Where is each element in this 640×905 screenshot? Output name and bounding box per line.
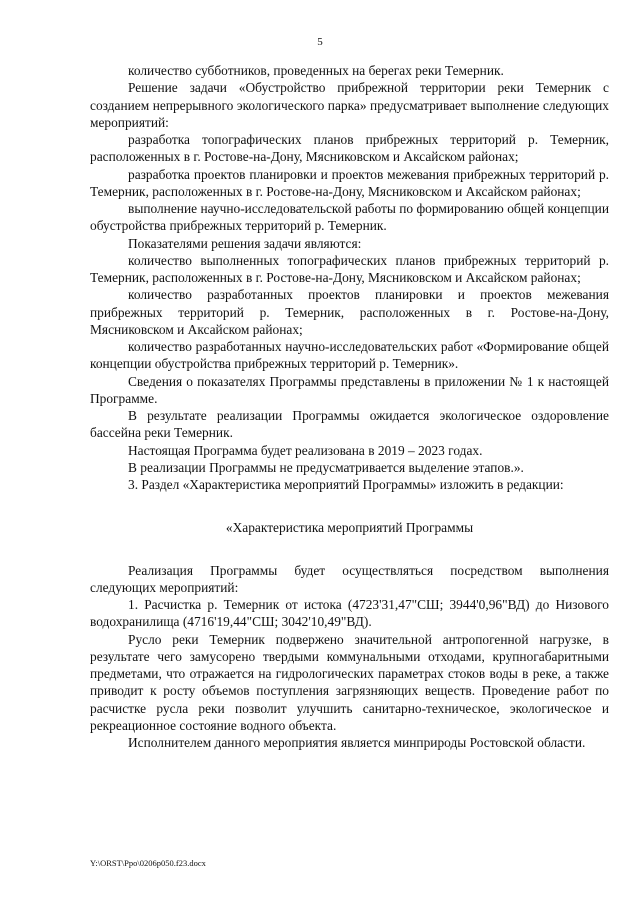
- paragraph: В результате реализации Программы ожидается экологическое оздоровление бассейна реки Темерник.: [90, 408, 609, 441]
- paragraph: Решение задачи «Обустройство прибрежной территории реки Темерник с созданием непрерывного экологического парка» предусматривает выполнение следующих мероприятий:: [90, 80, 609, 130]
- paragraph: Исполнителем данного мероприятия является минприроды Ростовской области.: [128, 735, 586, 750]
- document-body: [90, 62, 609, 751]
- paragraph: Русло реки Темерник подвержено значительной антропогенной нагрузке, в результате чего замусорено твердыми коммунальными отходами, крупногабаритными предметами, что отражается на гидрологических параметрах стоков воды в реке, а также приводит к росту объемов поступления загрязняющих веществ. Проведение работ по расчистке русла реки позволит улучшить санитарно-техническое, экологическое и рекреационное состояние водного объекта.: [90, 631, 609, 733]
- footer-file-path: Y:\ORST\Ppo\0206p050.f23.docx: [90, 858, 206, 868]
- paragraph: Настоящая Программа будет реализована в 2019 – 2023 годах.: [128, 442, 483, 458]
- paragraph: количество субботников, проведенных на берегах реки Темерник.: [128, 63, 504, 78]
- paragraph: 3. Раздел «Характеристика мероприятий Программы» изложить в редакции:: [128, 477, 564, 492]
- paragraph: количество разработанных проектов планировки и проектов межевания прибрежных территорий р. Темерник, расположенных в г. Ростове-на-Дону, Мясниковском и Аксайском районах;: [90, 287, 609, 337]
- paragraph: количество выполненных топографических планов прибрежных территорий р. Темерник, расположенных в г. Ростове-на-Дону, Мясниковском и Аксайском районах;: [90, 252, 609, 285]
- paragraph: Показателями решения задачи являются:: [128, 235, 362, 251]
- paragraph: разработка топографических планов прибрежных территорий р. Темерник, расположенных в г. Ростове-на-Дону, Мясниковском и Аксайском районах;: [90, 132, 609, 165]
- paragraph: В реализации Программы не предусматривается выделение этапов.».: [128, 459, 524, 475]
- section-title: «Характеристика мероприятий Программы: [225, 520, 474, 536]
- paragraph: выполнение научно-исследовательской работы по формированию общей концепции обустройства прибрежных территорий р. Темерник.: [90, 201, 609, 234]
- paragraph: количество разработанных научно-исследовательских работ «Формирование общей концепции обустройства прибрежных территорий р. Темерник».: [90, 339, 609, 372]
- paragraph: Реализация Программы будет осуществляться посредством выполнения следующих мероприятий:: [90, 562, 609, 595]
- paragraph: Сведения о показателях Программы представлены в приложении № 1 к настоящей Программе.: [90, 373, 609, 406]
- page-number: 5: [317, 36, 323, 48]
- paragraph: 1. Расчистка р. Темерник от истока (4723'31,47"СШ; 3944'0,96"ВД) до Низового водохранилища (4716'19,44"СШ; 3042'10,49"ВД).: [90, 597, 609, 630]
- paragraph: разработка проектов планировки и проектов межевания прибрежных территорий р. Темерник, расположенных в г. Ростове-на-Дону, Мясниковском и Аксайском районах;: [90, 166, 609, 199]
